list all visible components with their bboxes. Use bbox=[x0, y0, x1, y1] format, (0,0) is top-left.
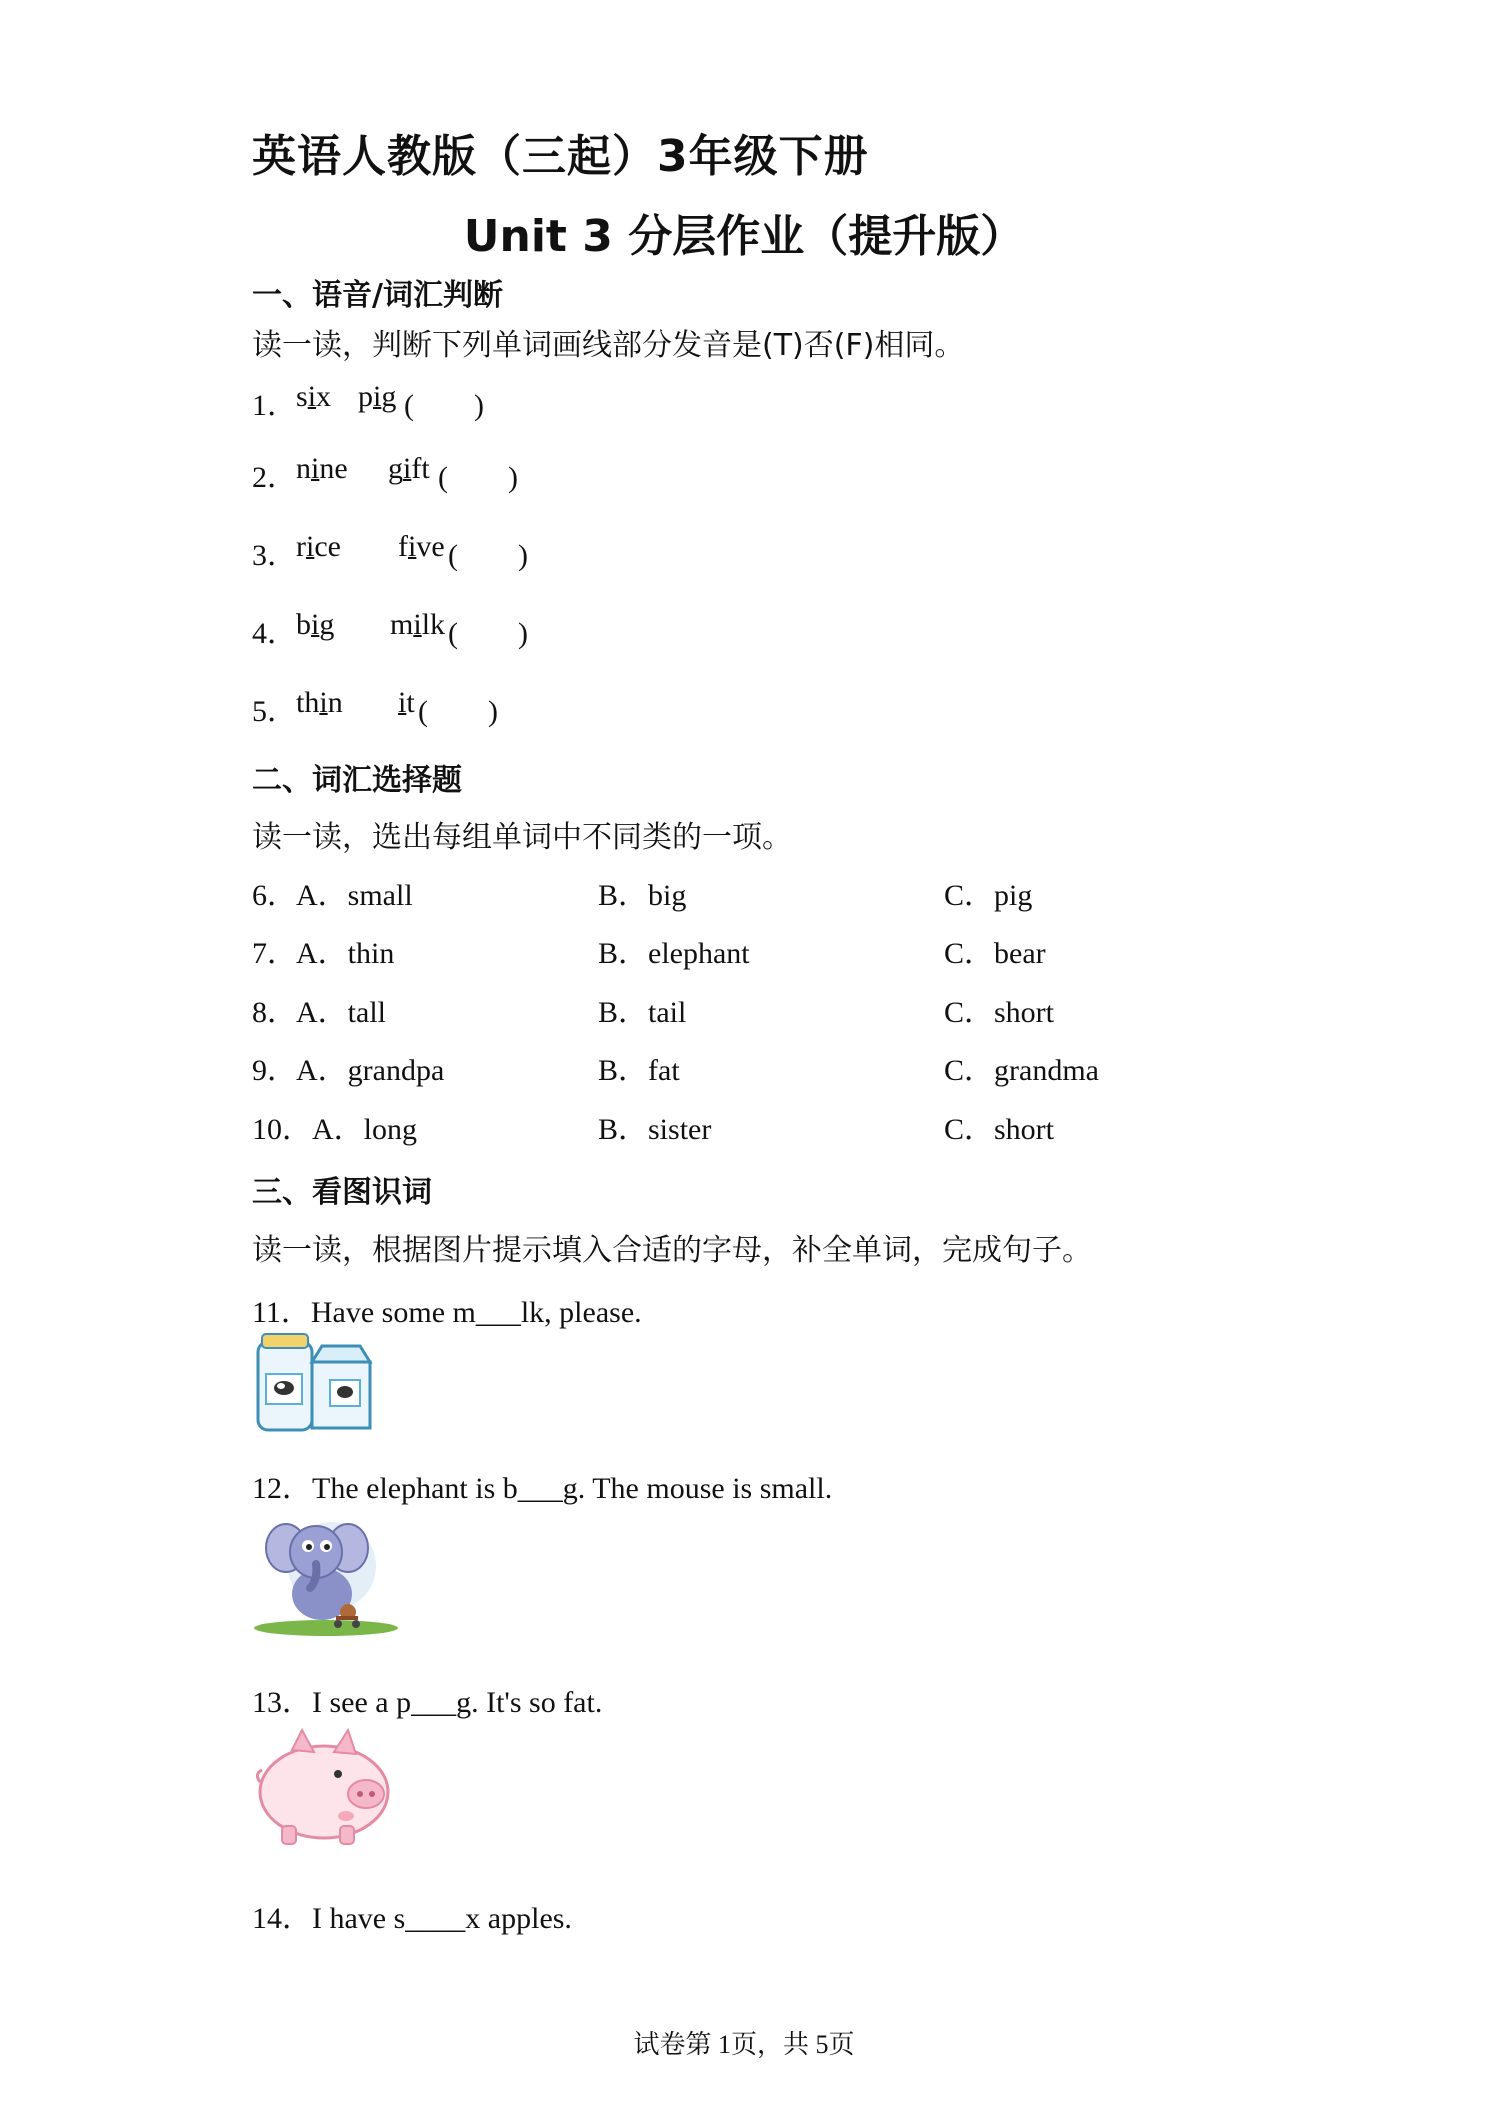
section-3-instruction: 读一读，根据图片提示填入合适的字母，补全单词，完成句子。 bbox=[252, 1233, 1092, 1268]
page-footer: 试卷第 1页，共 5页 bbox=[633, 2030, 855, 2059]
question-5-word-1: thin bbox=[296, 686, 343, 719]
question-8-number: 8． bbox=[252, 996, 297, 1029]
question-6-option-a[interactable]: A．small bbox=[296, 879, 413, 912]
question-10-option-b[interactable]: B．sister bbox=[598, 1113, 712, 1146]
question-4-answer-bracket[interactable]: ( ) bbox=[448, 617, 528, 650]
section-1-instruction: 读一读，判断下列单词画线部分发音是(T)否(F)相同。 bbox=[252, 328, 965, 363]
document-title: 英语人教版（三起）3年级下册 bbox=[252, 131, 869, 182]
question-1-word-1: six bbox=[296, 380, 332, 413]
question-9-option-b[interactable]: B．fat bbox=[598, 1054, 680, 1087]
question-1-number: 1． bbox=[252, 389, 297, 422]
question-6-option-b[interactable]: B．big bbox=[598, 879, 687, 912]
question-12: 12．The elephant is b___g. The mouse is small. bbox=[252, 1472, 833, 1505]
milk-bottles-picture bbox=[252, 1332, 374, 1436]
question-2-word-2: gift bbox=[388, 452, 430, 485]
pig-picture bbox=[252, 1722, 398, 1852]
question-6-number: 6． bbox=[252, 879, 297, 912]
question-9-option-c[interactable]: C．grandma bbox=[944, 1054, 1099, 1087]
question-8-option-a[interactable]: A．tall bbox=[296, 996, 386, 1029]
question-1-answer-bracket[interactable]: ( ) bbox=[404, 389, 484, 422]
question-5-answer-bracket[interactable]: ( ) bbox=[418, 695, 498, 728]
question-5-word-2: it bbox=[398, 686, 415, 719]
question-10-option-c[interactable]: C．short bbox=[944, 1113, 1055, 1146]
question-9-number: 9． bbox=[252, 1054, 297, 1087]
question-7-option-b[interactable]: B．elephant bbox=[598, 937, 750, 970]
question-8-option-c[interactable]: C．short bbox=[944, 996, 1055, 1029]
question-13: 13．I see a p___g. It's so fat. bbox=[252, 1686, 603, 1719]
section-3-heading: 三、看图识词 bbox=[252, 1175, 432, 1210]
question-8-option-b[interactable]: B．tail bbox=[598, 996, 687, 1029]
question-11: 11．Have some m___lk, please. bbox=[252, 1296, 642, 1329]
section-2-heading: 二、词汇选择题 bbox=[252, 763, 462, 798]
section-1-heading: 一、语音/词汇判断 bbox=[252, 278, 503, 313]
question-4-number: 4． bbox=[252, 617, 297, 650]
question-9-option-a[interactable]: A．grandpa bbox=[296, 1054, 445, 1087]
question-5-number: 5． bbox=[252, 695, 297, 728]
question-7-option-c[interactable]: C．bear bbox=[944, 937, 1046, 970]
question-6-option-c[interactable]: C．pig bbox=[944, 879, 1033, 912]
question-1-word-2: pig bbox=[358, 380, 397, 413]
question-10-number: 10． bbox=[252, 1113, 312, 1146]
question-7-option-a[interactable]: A．thin bbox=[296, 937, 395, 970]
question-3-word-2: five bbox=[398, 530, 445, 563]
question-3-answer-bracket[interactable]: ( ) bbox=[448, 539, 528, 572]
question-2-word-1: nine bbox=[296, 452, 348, 485]
question-14: 14．I have s____x apples. bbox=[252, 1902, 572, 1935]
question-3-word-1: rice bbox=[296, 530, 341, 563]
question-7-number: 7． bbox=[252, 937, 297, 970]
document-subtitle: Unit 3 分层作业（提升版） bbox=[463, 211, 1025, 262]
elephant-picture bbox=[252, 1508, 400, 1636]
question-4-word-1: big bbox=[296, 608, 335, 641]
question-3-number: 3． bbox=[252, 539, 297, 572]
question-10-option-a[interactable]: A．long bbox=[312, 1113, 417, 1146]
question-2-answer-bracket[interactable]: ( ) bbox=[438, 461, 518, 494]
question-2-number: 2． bbox=[252, 461, 297, 494]
section-2-instruction: 读一读，选出每组单词中不同类的一项。 bbox=[252, 820, 792, 855]
question-4-word-2: milk bbox=[390, 608, 446, 641]
